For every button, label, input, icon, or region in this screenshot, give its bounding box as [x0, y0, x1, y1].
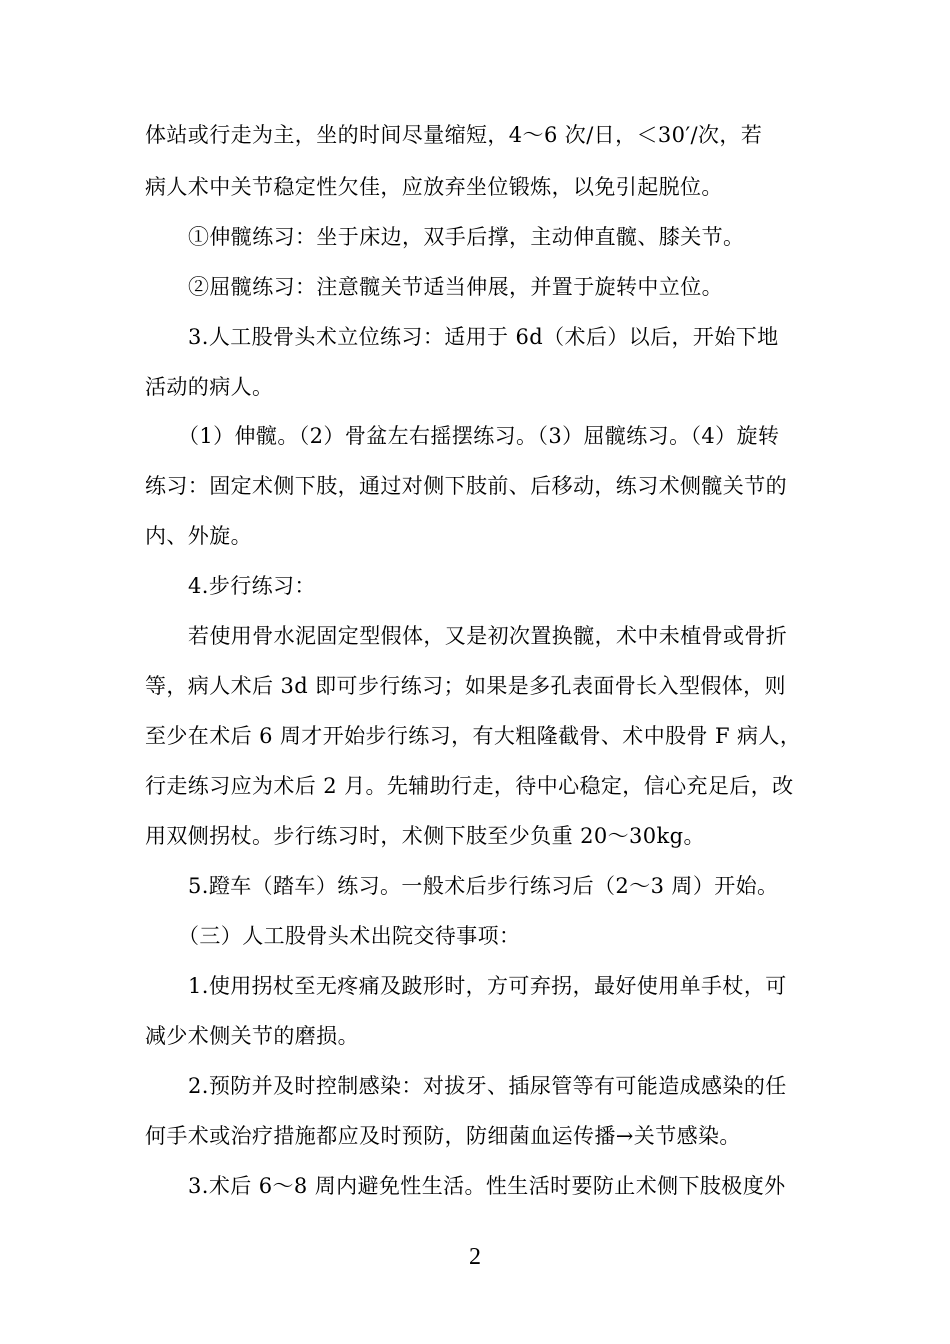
text-line: 活动的病人。 — [145, 375, 274, 399]
text-line: 练习：固定术侧下肢，通过对侧下肢前、后移动，练习术侧髋关节的 — [145, 474, 787, 498]
text-line: ①伸髋练习：坐于床边，双手后撑，主动伸直髋、膝关节。 — [188, 225, 745, 249]
text-line: （1）伸髋。（2）骨盆左右摇摆练习。（3）屈髋练习。（4）旋转 — [178, 424, 780, 448]
text-line: 行走练习应为术后 2 月。先辅助行走，待中心稳定，信心充足后，改 — [145, 774, 794, 798]
page-number: 2 — [469, 1244, 481, 1270]
text-line: 2.预防并及时控制感染：对拔牙、插尿管等有可能造成感染的任 — [188, 1074, 787, 1098]
text-line: 至少在术后 6 周才开始步行练习，有大粗隆截骨、术中股骨 F 病人， — [145, 724, 802, 748]
text-line: 等，病人术后 3d 即可步行练习；如果是多孔表面骨长入型假体，则 — [145, 674, 786, 698]
text-line: ②屈髋练习：注意髋关节适当伸展，并置于旋转中立位。 — [188, 275, 723, 299]
text-line: 若使用骨水泥固定型假体，又是初次置换髋，术中未植骨或骨折 — [188, 624, 788, 648]
text-line: 何手术或治疗措施都应及时预防，防细菌血运传播→关节感染。 — [145, 1124, 741, 1148]
text-line: 3.人工股骨头术立位练习：适用于 6d（术后）以后，开始下地 — [188, 325, 779, 349]
text-line: 1.使用拐杖至无疼痛及跛形时，方可弃拐，最好使用单手杖，可 — [188, 974, 787, 998]
text-line: 病人术中关节稳定性欠佳，应放弃坐位锻炼，以免引起脱位。 — [145, 175, 723, 199]
text-line: 4.步行练习： — [188, 574, 316, 598]
text-line: 体站或行走为主，坐的时间尽量缩短，4～6 次/日，＜30′/次，若 — [145, 123, 763, 147]
section-heading: （三）人工股骨头术出院交待事项： — [178, 924, 521, 948]
text-line: 用双侧拐杖。步行练习时，术侧下肢至少负重 20～30kg。 — [145, 824, 705, 848]
text-line: 减少术侧关节的磨损。 — [145, 1024, 359, 1048]
text-line: 内、外旋。 — [145, 524, 252, 548]
text-line: 5.蹬车（踏车）练习。一般术后步行练习后（2～3 周）开始。 — [188, 874, 779, 898]
text-line: 3.术后 6～8 周内避免性生活。性生活时要防止术侧下肢极度外 — [188, 1174, 786, 1198]
